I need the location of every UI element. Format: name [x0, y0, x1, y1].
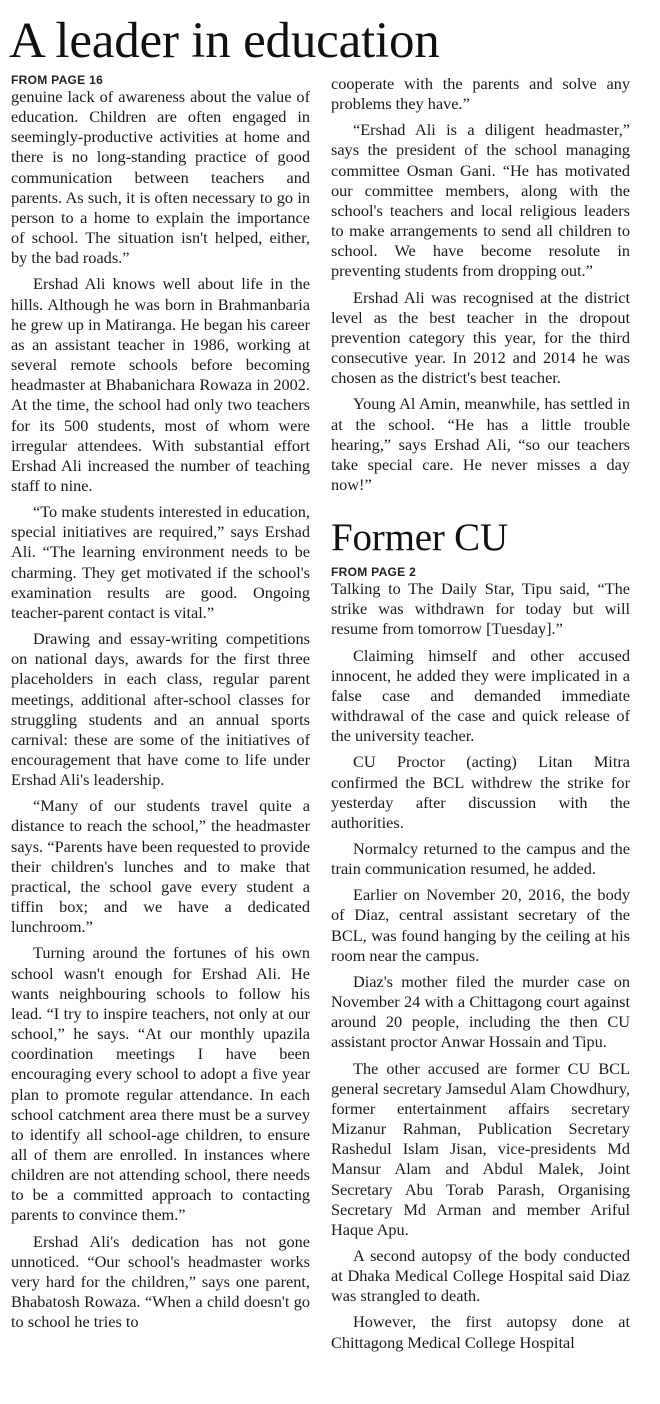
right-column: [331, 74, 630, 1353]
article1-paragraph: genuine lack of awareness about the value of education. Children are often engaged in seemingly-productive activities at home and there is no long-standing practice of good communication between teachers and parents. As such, it is often necessary to go in person to a home to explain the importance of school. The situation isn't helped, either, by the bad roads.”: [11, 87, 310, 268]
article1-paragraph: Ershad Ali knows well about life in the hills. Although he was born in Brahmanbaria he grew up in Matiranga. He began his career as an assistant teacher in 1986, working at several remote schools before becoming headmaster at Bhabanichara Rowaza in 2002. At the time, the school had only two teachers for its 500 students, most of whom were irregular attendees. With substantial effort Ershad Ali increased the number of teaching staff to nine.: [11, 274, 310, 495]
article2-headline: Former CU: [331, 516, 508, 560]
article1-paragraph: Ershad Ali's dedication has not gone unnoticed. “Our school's headmaster works very hard for the children,” says one parent, Bhabatosh Rowaza. “When a child doesn't go to school he tries to: [11, 1231, 310, 1332]
article1-paragraph: Young Al Amin, meanwhile, has settled in at the school. “He has a little trouble hearing,” says Ershad Ali, “so our teachers take special care. He never misses a day now!”: [331, 394, 630, 494]
article2-paragraph: Talking to The Daily Star, Tipu said, “The strike was withdrawn for today but will resume from tomorrow [Tuesday].”: [331, 579, 630, 639]
article2-paragraph: However, the first autopsy done at Chittagong Medical College Hospital: [331, 1312, 630, 1352]
article1-paragraph: cooperate with the parents and solve any problems they have.”: [331, 74, 630, 114]
article2-paragraph: Claiming himself and other accused innocent, he added they were implicated in a false case and demanded immediate withdrawal of the case and quick release of the university teacher.: [331, 645, 630, 746]
article1-paragraph: “To make students interested in education, special initiatives are required,” says Ershad Ali. “The learning environment needs to be charming. They get motivated if the school's examination results are good. Ongoing teacher-parent contact is vital.”: [11, 502, 310, 622]
left-column: [11, 73, 310, 1332]
article2-paragraph: Normalcy returned to the campus and the train communication resumed, he added.: [331, 839, 630, 879]
article2-paragraph: CU Proctor (acting) Litan Mitra confirmed the BCL withdrew the strike for yesterday after discussion with the authorities.: [331, 752, 630, 832]
article1-paragraph: Drawing and essay-writing competitions on national days, awards for the first three placeholders in each class, regular parent meetings, additional after-school classes for struggling students and an annual sports carnival: these are some of the initiatives of encouragement that have come to life under Ershad Ali's leadership.: [11, 629, 310, 790]
article1-jump-label: FROM PAGE 16: [11, 73, 104, 87]
article1-paragraph: “Many of our students travel quite a distance to reach the school,” the headmaster says. “Parents have been requested to provide their children's lunches and to make that practical, the school gave every student a tiffin box; and we have a dedicated lunchroom.”: [11, 796, 310, 937]
article2-paragraph: Diaz's mother filed the murder case on November 24 with a Chittagong court against around 20 people, including the then CU assistant proctor Anwar Hossain and Tipu.: [331, 971, 630, 1052]
article1-paragraph: Turning around the fortunes of his own school wasn't enough for Ershad Ali. He wants neighbouring schools to follow his lead. “I try to inspire teachers, not only at our school,” he says. “At our monthly upazila coordination meetings I have been encouraging every school to adopt a five year plan to promote regular attendance. In each school catchment area there must be a survey to identify all school-age children, to ensure all of them are enrolled. In instances where children are not attending school, there needs to be a committed approach to contacting parents to convince them.”: [11, 943, 310, 1225]
article1-paragraph: Ershad Ali was recognised at the district level as the best teacher in the dropout prevention category this year, for the third consecutive year. In 2012 and 2014 he was chosen as the district's best teacher.: [331, 287, 630, 388]
article2-jump-label: FROM PAGE 2: [331, 565, 417, 580]
article2-paragraph: Earlier on November 20, 2016, the body of Diaz, central assistant secretary of the BCL, was found hanging by the ceiling at his room near the campus.: [331, 885, 630, 965]
article2-paragraph: The other accused are former CU BCL general secretary Jamsedul Alam Chowdhury, former entertainment affairs secretary Mizanur Rahman, Publication Secretary Rashedul Islam Jisan, vice-presidents Md Mansur Alam and Abdul Malek, Joint Secretary Abu Torab Parash, Organising Secretary Md Arman and member Ariful Haque Apu.: [331, 1058, 630, 1239]
article1-paragraph: “Ershad Ali is a diligent headmaster,” says the president of the school managing committee Osman Gani. “He has motivated our committee members, along with the school's teachers and local religious leaders to make arrangements to send all children to school. We have become resolute in preventing students from dropping out.”: [331, 120, 630, 281]
article1-headline: A leader in education: [9, 13, 440, 69]
article2-paragraph: A second autopsy of the body conducted at Dhaka Medical College Hospital said Diaz was strangled to death.: [331, 1245, 630, 1306]
